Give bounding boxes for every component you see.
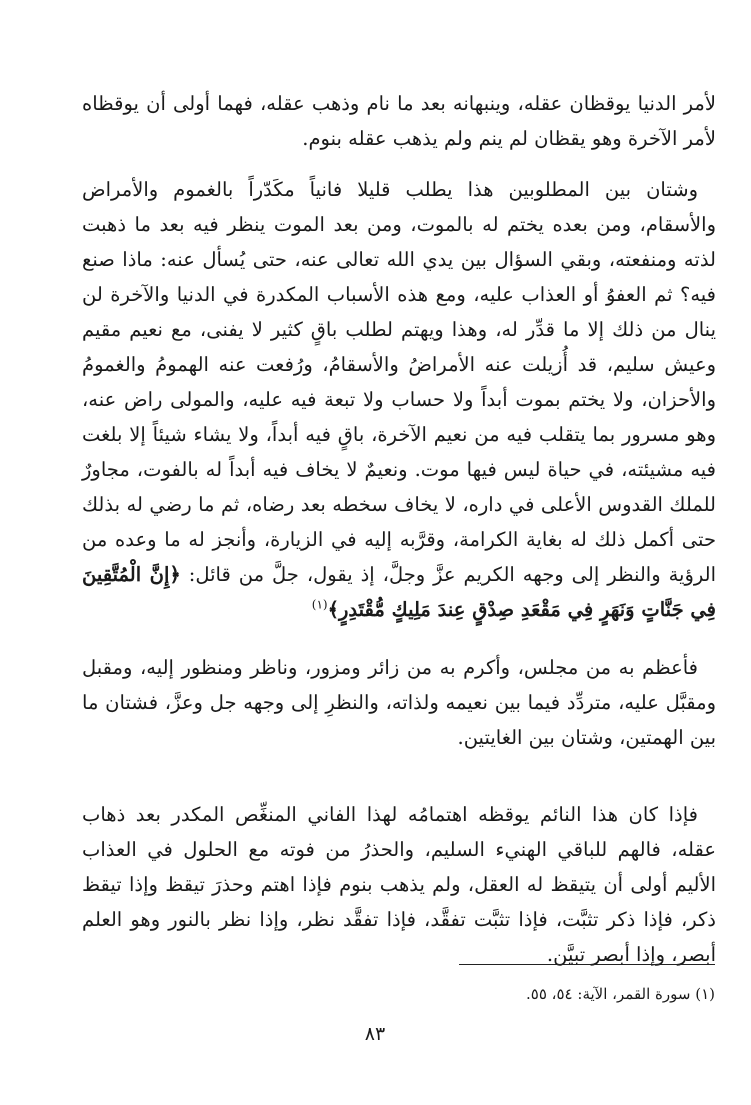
page-number: ٨٣ bbox=[364, 1023, 386, 1045]
paragraph-1 bbox=[82, 86, 716, 156]
paragraph-2 bbox=[82, 172, 716, 627]
quran-verse: ﴿إِنَّ الْمُتَّقِينَ فِي جَنَّاتٍ وَنَهَرٍ فِي مَقْعَدِ صِدْقٍ عِندَ مَلِيكٍ مُّقْتَدِرٍ﴾ bbox=[82, 563, 716, 621]
footnote-reference: (١) bbox=[311, 597, 328, 612]
paragraph-4-text: فإذا كان هذا النائم يوقظه اهتمامُه لهذا الفاني المنغِّص المكدر بعد ذهاب عقله، فالهم للباقي الهنيء السليم، والحذرُ من فوته مع الحلول في العذاب الأليم أولى أن يتيقظ له العقل، ولم يذهب بنوم فإذا اهتم وحذرَ تيقظ وإذا تيقظ ذكر، فإذا ذكر تثبَّت، فإذا تثبَّت تفقَّد، فإذا تفقَّد نظر، وإذا نظر بالنور وهو العلم أبصر، وإذا أبصر تبيَّن. bbox=[82, 803, 716, 966]
footnote-divider bbox=[459, 964, 715, 965]
paragraph-4 bbox=[82, 797, 716, 972]
paragraph-2-text: وشتان بين المطلوبين هذا يطلب قليلا فانياً مكَدّراً بالغموم والأمراض والأسقام، ومن بعده يختم له بالموت، ومن بعد الموت ينظر فيه بعد ما ذهبت لذته ومنفعته، وبقي السؤال بين يدي الله تعالى عنه، حتى يُسأل عنه: ماذا صنع فيه؟ ثم العفوُ أو العذاب عليه، ومع هذه الأسباب المكدرة في الدنيا والآخرة لن ينال من ذلك إلا ما قدِّر له، وهذا ويهتم لطلب باقٍ كثير لا يفنى، مع نعيم مقيم وعيش سليم، قد أُزيلت عنه الأمراضُ والأسقامُ، ورُفعت عنه الهمومُ والغمومُ والأحزان، ولا يختم بموت أبداً ولا حساب ولا تبعة فيه عليه، والمولى راض عنه، وهو مسرور بما يتقلب فيه من نعيم الآخرة، باقٍ فيه أبداً، ولا يشاء شيئاً إلا بلغت فيه مشيئته، في حياة ليس فيها موت. ونعيمٌ لا يخاف فيه أبداً له بالفوت، مجاورٌ للملك القدوس الأعلى في داره، لا يخاف سخطه بعد رضاه، ثم ما رضي له بذلك حتى أكمل ذلك له بغاية الكرامة، وقرَّبه إليه في الزيارة، وأنجز له ما وعده من الرؤية والنظر إلى وجهه الكريم عزَّ وجلَّ، إذ يقول، جلَّ من قائل: bbox=[82, 178, 716, 586]
paragraph-1-text: لأمر الدنيا يوقظان عقله، وينبهانه بعد ما نام وذهب عقله، فهما أولى أن يوقظاه لأمر الآخرة وهو يقظان لم ينم ولم يذهب عقله بنوم. bbox=[82, 92, 716, 150]
paragraph-3-text: فأعظم به من مجلس، وأكرم به من زائر ومزور، وناظر ومنظور إليه، ومقبل ومقبَّل عليه، متردِّد فيما بين نعيمه ولذاته، والنظرِ إلى وجهه جل وعزَّ، فشتان ما بين الهمتين، وشتان بين الغايتين. bbox=[82, 656, 716, 749]
paragraph-3 bbox=[82, 650, 716, 755]
footnote: (١) سورة القمر، الآية: ٥٤، ٥٥. bbox=[525, 985, 715, 1003]
